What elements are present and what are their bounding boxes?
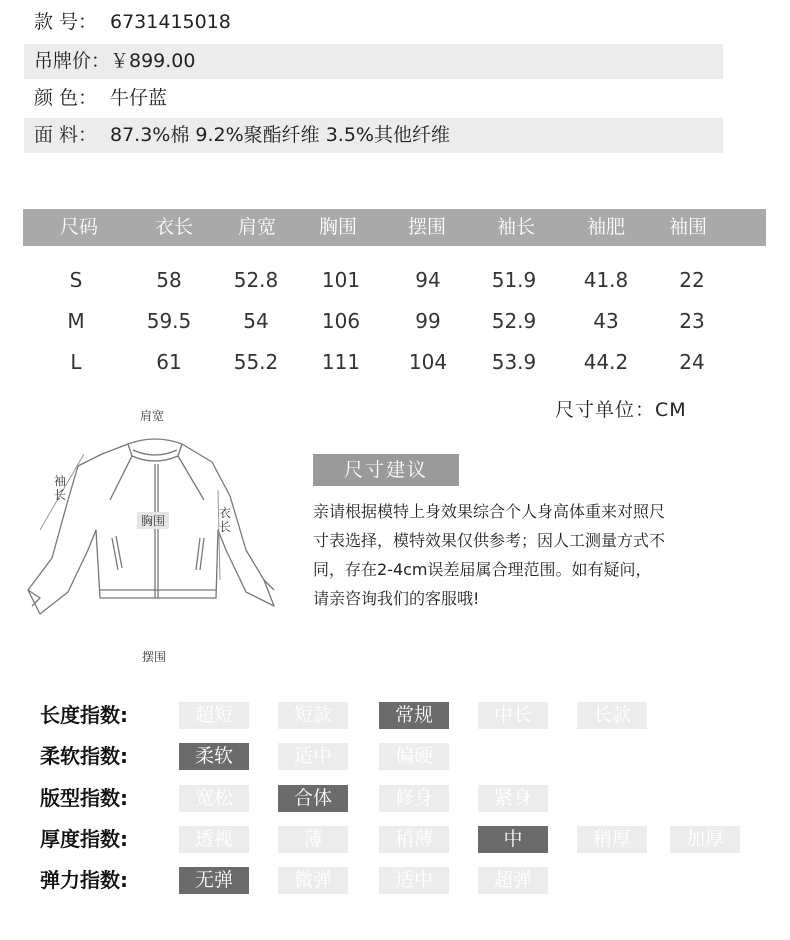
- table-cell: 44.2: [583, 350, 629, 374]
- table-cell: 111: [321, 350, 361, 374]
- index-label: 柔软指数:: [40, 744, 128, 768]
- index-chip: 修身: [379, 785, 449, 812]
- table-row: [23, 261, 766, 299]
- index-chip-selected: 中: [478, 826, 548, 853]
- table-cell: L: [70, 350, 82, 374]
- index-chip: 超短: [179, 702, 249, 729]
- info-value: 牛仔蓝: [110, 87, 168, 109]
- table-cell: 43: [593, 309, 619, 333]
- info-row-style-no: [24, 5, 723, 40]
- index-label: 厚度指数:: [40, 827, 128, 851]
- index-chip: 紧身: [478, 785, 548, 812]
- index-chip-selected: 合体: [278, 785, 348, 812]
- table-cell: 24: [679, 350, 705, 374]
- info-label: 吊牌价：: [34, 50, 111, 72]
- info-label: 面 料：: [34, 124, 98, 146]
- table-cell: 54: [243, 309, 269, 333]
- col-header-hem: 摆围: [407, 216, 446, 238]
- index-chip: 透视: [179, 826, 249, 853]
- index-chip: 中长: [478, 702, 548, 729]
- index-label: 长度指数:: [40, 703, 128, 727]
- index-row-elasticity: [40, 866, 760, 894]
- table-cell: 58: [156, 268, 182, 292]
- index-chip-selected: 柔软: [179, 743, 249, 770]
- table-cell: 53.9: [491, 350, 537, 374]
- table-row: [23, 302, 766, 340]
- advice-line: 同，存在2-4cm误差届属合理范围。如有疑问，: [313, 560, 652, 579]
- size-table-header: [23, 209, 766, 246]
- index-row-softness: [40, 742, 760, 770]
- index-chip: 短款: [278, 702, 348, 729]
- index-chip: 微弹: [278, 867, 348, 894]
- diagram-label-chest: 胸围: [137, 512, 169, 529]
- index-row-length: [40, 701, 760, 729]
- table-row: [23, 343, 766, 381]
- index-chip: 稍薄: [379, 826, 449, 853]
- table-cell: M: [67, 309, 85, 333]
- index-row-thickness: [40, 825, 760, 853]
- index-label: 弹力指数:: [40, 868, 128, 892]
- col-header-length: 衣长: [154, 216, 193, 238]
- diagram-label-length: 衣长: [218, 506, 231, 534]
- info-label: 款 号：: [34, 11, 98, 33]
- index-chip: 宽松: [179, 785, 249, 812]
- index-chip: 长款: [577, 702, 647, 729]
- info-row-price: [24, 44, 723, 79]
- index-label: 版型指数:: [40, 786, 128, 810]
- col-header-shoulder: 肩宽: [237, 216, 276, 238]
- diagram-label-shoulder: 肩宽: [140, 409, 165, 423]
- index-chip: 稍厚: [577, 826, 647, 853]
- advice-line: 请亲咨询我们的客服哦!: [313, 589, 480, 608]
- table-cell: 55.2: [233, 350, 279, 374]
- index-row-fit: [40, 784, 760, 812]
- advice-line: 亲请根据模特上身效果综合个人身高体重来对照尺: [313, 502, 666, 521]
- info-row-color: [24, 81, 723, 116]
- index-chip: 偏硬: [379, 743, 449, 770]
- col-header-chest: 胸围: [318, 216, 357, 238]
- unit-note: 尺寸单位：CM: [555, 399, 687, 421]
- table-cell: 61: [156, 350, 182, 374]
- table-cell: 52.9: [491, 309, 537, 333]
- index-chip: 超弹: [478, 867, 548, 894]
- info-value: 6731415018: [110, 11, 231, 33]
- index-chip: 加厚: [670, 826, 740, 853]
- table-cell: 22: [679, 268, 705, 292]
- index-chip: 薄: [278, 826, 348, 853]
- diagram-label-sleeve: 袖长: [53, 474, 66, 502]
- diagram-label-hem: 摆围: [142, 650, 167, 664]
- info-row-fabric: [24, 118, 723, 153]
- index-chip-selected: 常规: [379, 702, 449, 729]
- table-cell: 104: [408, 350, 448, 374]
- jacket-diagram: [20, 430, 280, 630]
- info-value: 87.3%棉 9.2%聚酯纤维 3.5%其他纤维: [110, 124, 450, 146]
- table-cell: 52.8: [233, 268, 279, 292]
- table-cell: 106: [321, 309, 361, 333]
- table-cell: 23: [679, 309, 705, 333]
- table-cell: 59.5: [146, 309, 192, 333]
- advice-text: [313, 497, 723, 613]
- index-chip: 适中: [278, 743, 348, 770]
- index-chip: 适中: [379, 867, 449, 894]
- table-cell: S: [69, 268, 83, 292]
- col-header-size: 尺码: [59, 216, 98, 238]
- table-cell: 101: [321, 268, 361, 292]
- info-value: ￥899.00: [110, 50, 196, 72]
- advice-line: 寸表选择，模特效果仅供参考；因人工测量方式不: [313, 531, 666, 550]
- col-header-sleeve-width: 袖肥: [586, 216, 625, 238]
- info-label: 颜 色：: [34, 87, 98, 109]
- table-cell: 94: [415, 268, 441, 292]
- advice-title: 尺寸建议: [313, 454, 459, 486]
- col-header-cuff: 袖围: [668, 216, 707, 238]
- table-cell: 41.8: [583, 268, 629, 292]
- index-chip-selected: 无弹: [179, 867, 249, 894]
- table-cell: 99: [415, 309, 441, 333]
- table-cell: 51.9: [491, 268, 537, 292]
- col-header-sleeve-length: 袖长: [496, 216, 535, 238]
